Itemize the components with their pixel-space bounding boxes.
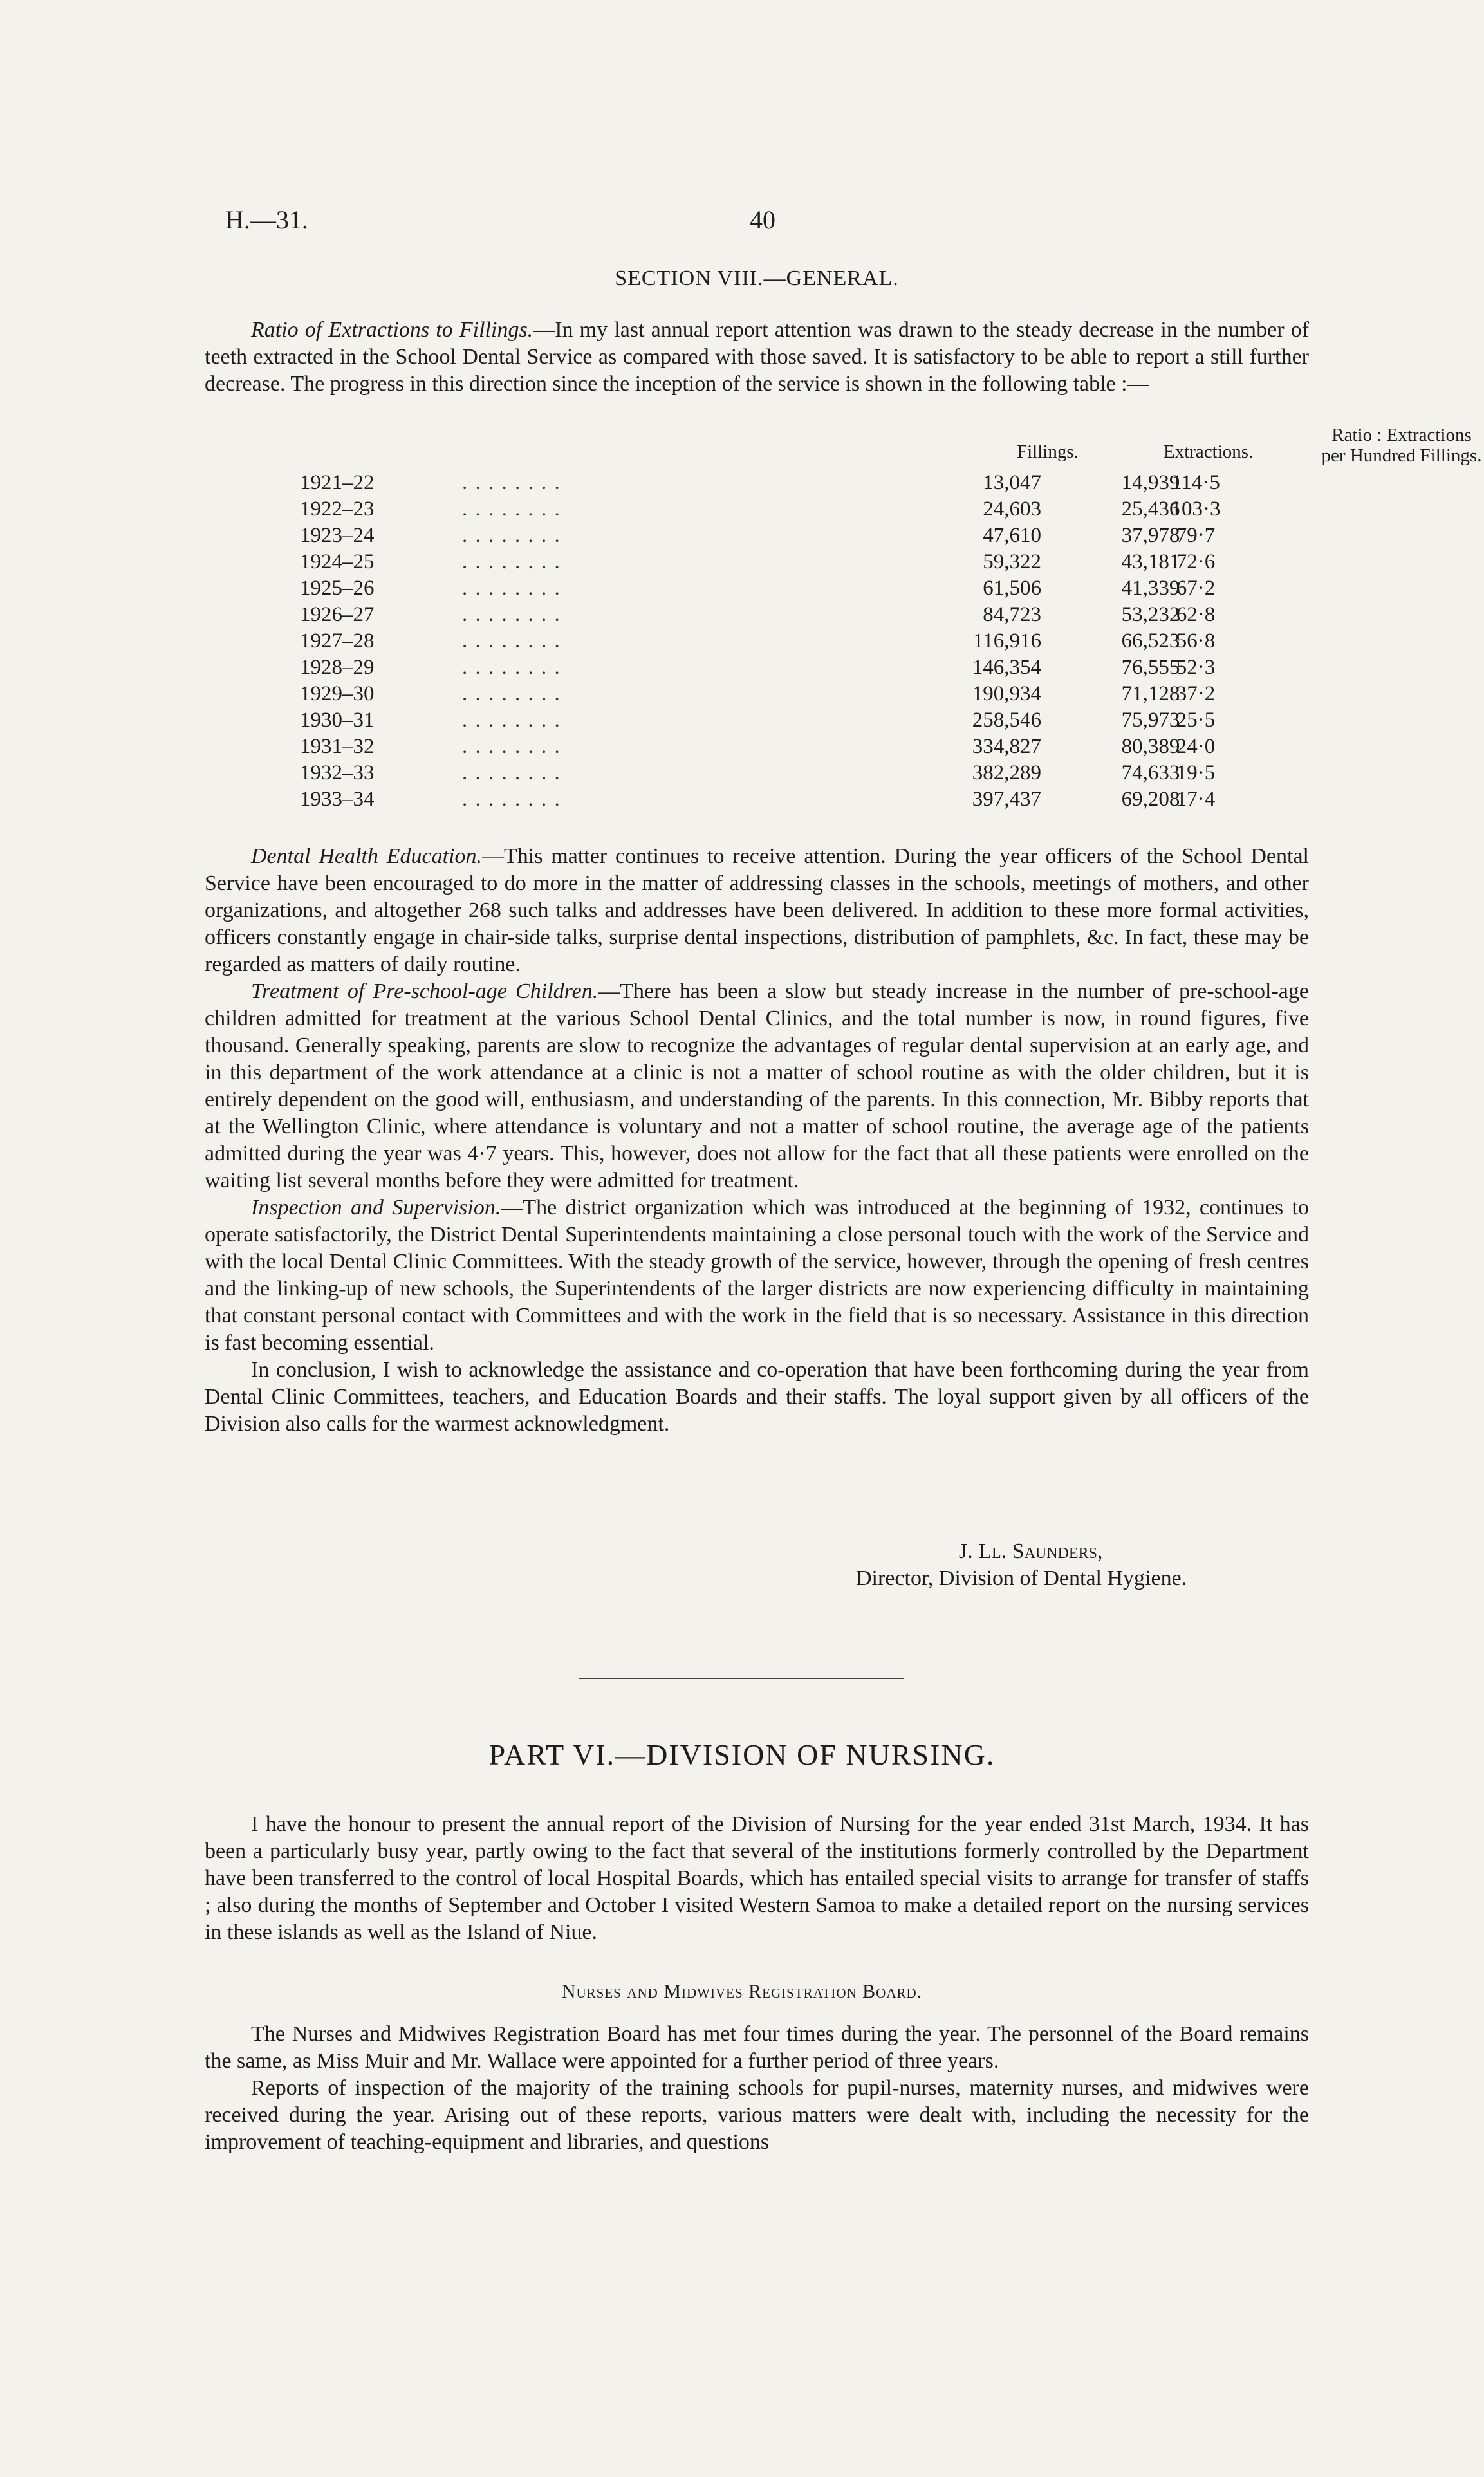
year-cell: 1929–30 <box>300 682 375 705</box>
signature-title: Director, Division of Dental Hygiene. <box>856 1566 1187 1590</box>
board-paragraph-1: The Nurses and Midwives Registration Board has met four times during the year. The personnel of the Board remains the same, as Miss Muir and Mr. Wallace were appointed for a further period of three years. <box>205 2022 1309 2073</box>
leader-dots: . . . . . . . . <box>462 471 561 494</box>
dental-health-heading: Dental Health Education. <box>251 844 482 868</box>
leader-dots: . . . . . . . . <box>462 761 561 784</box>
year-cell: 1923–24 <box>300 524 375 547</box>
table-row <box>205 523 1309 549</box>
year-cell: 1928–29 <box>300 656 375 679</box>
fillings-cell: 258,546 <box>972 709 1041 732</box>
leader-dots: . . . . . . . . <box>462 788 561 811</box>
board-paragraph-2: Reports of inspection of the majority of the training schools for pupil-nurses, maternity nurses, and midwives were received during the year. Arising out of these reports, various matters were dealt with, including the necessity for the improvement of teaching-equipment and libraries, and questions <box>205 2076 1309 2154</box>
ratio-paragraph <box>205 317 1309 398</box>
board-paragraphs <box>205 2021 1309 2156</box>
fillings-cell: 13,047 <box>983 471 1041 494</box>
extractions-cell: 43,181 <box>1121 550 1180 573</box>
extractions-cell: 14,939 <box>1121 471 1180 494</box>
extractions-cell: 76,555 <box>1121 656 1180 679</box>
year-cell: 1924–25 <box>300 550 375 573</box>
col-header-ratio-line2: per Hundred Fillings. <box>1321 445 1482 466</box>
inspection-paragraph <box>205 1194 1309 1357</box>
preschool-paragraph <box>205 978 1309 1194</box>
ratio-cell: 56·8 <box>1176 629 1216 653</box>
ratio-cell: 25·5 <box>1176 709 1216 732</box>
extractions-cell: 71,128 <box>1121 682 1180 705</box>
table-row <box>205 681 1309 707</box>
table-row <box>205 628 1309 654</box>
fillings-cell: 24,603 <box>983 497 1041 521</box>
extractions-cell: 53,232 <box>1121 603 1180 626</box>
leader-dots: . . . . . . . . <box>462 497 561 521</box>
body-paragraphs <box>205 843 1309 1438</box>
extractions-cell: 80,389 <box>1121 735 1180 758</box>
page-number: 40 <box>750 205 775 234</box>
col-header-extractions: Extractions. <box>1164 441 1254 462</box>
ratio-cell: 114·5 <box>1171 471 1220 494</box>
board-heading: Nurses and Midwives Registration Board. <box>561 1981 923 2002</box>
year-cell: 1933–34 <box>300 788 375 811</box>
fillings-cell: 397,437 <box>972 788 1041 811</box>
nursing-intro <box>205 1811 1309 1946</box>
extractions-cell: 37,978 <box>1121 524 1180 547</box>
ratio-cell: 67·2 <box>1176 577 1216 600</box>
table-row <box>205 496 1309 523</box>
extractions-cell: 41,339 <box>1121 577 1180 600</box>
table-row <box>205 734 1309 760</box>
table-row <box>205 786 1309 813</box>
ratio-cell: 79·7 <box>1176 524 1216 547</box>
fillings-cell: 59,322 <box>983 550 1041 573</box>
leader-dots: . . . . . . . . <box>462 603 561 626</box>
ratio-cell: 37·2 <box>1176 682 1216 705</box>
table-body <box>205 470 1309 813</box>
preschool-heading: Treatment of Pre-school-age Children. <box>251 979 598 1003</box>
year-cell: 1921–22 <box>300 471 375 494</box>
preschool-text: —There has been a slow but steady increase in the number of pre-school-age children admitted for treatment at the various School Dental Clinics, and the total number is now, in round figures, five thousand. Generally speaking, parents are slow to recognize the advantages of regular dental supervision at an early age, and in this department of the work attendance at a clinic is not a matter of school routine as with the older children, but it is entirely dependent on the good will, enthusiasm, and understanding of the parents. In this connection, Mr. Bibby reports that at the Wellington Clinic, where attendance is voluntary and not a matter of school routine, the average age of the patients admitted during the year was 4·7 years. This, however, does not allow for the fact that all these patients were enrolled on the waiting list several months before they were admitted for treatment. <box>205 979 1309 1192</box>
ratio-cell: 103·3 <box>1171 497 1221 521</box>
year-cell: 1926–27 <box>300 603 375 626</box>
fillings-cell: 116,916 <box>972 629 1041 653</box>
year-cell: 1925–26 <box>300 577 375 600</box>
leader-dots: . . . . . . . . <box>462 735 561 758</box>
table-row <box>205 470 1309 496</box>
col-header-ratio-line1: Ratio : Extractions <box>1331 425 1472 445</box>
col-header-ratio <box>1286 425 1484 466</box>
section-divider <box>579 1678 904 1679</box>
year-cell: 1931–32 <box>300 735 375 758</box>
fillings-cell: 382,289 <box>972 761 1041 784</box>
leader-dots: . . . . . . . . <box>462 656 561 679</box>
ratio-cell: 52·3 <box>1176 656 1216 679</box>
col-header-fillings: Fillings. <box>1017 441 1079 462</box>
table-row <box>205 707 1309 734</box>
extractions-cell: 25,436 <box>1121 497 1180 521</box>
inspection-heading: Inspection and Supervision. <box>251 1196 501 1220</box>
signature-block <box>856 1538 1187 1592</box>
extractions-cell: 66,523 <box>1121 629 1180 653</box>
nursing-intro-paragraph: I have the honour to present the annual report of the Division of Nursing for the year ended 31st March, 1934. It has been a particularly busy year, partly owing to the fact that several of the institutions formerly controlled by the Department have been transferred to the control of local Hospital Boards, which has entailed special visits to arrange for transfer of staffs ; also during the months of September and October I visited Western Samoa to make a detailed report on the nursing services in these islands as well as the Island of Niue. <box>205 1812 1309 1944</box>
fillings-cell: 61,506 <box>983 577 1041 600</box>
year-cell: 1922–23 <box>300 497 375 521</box>
table-row <box>205 602 1309 628</box>
fillings-cell: 334,827 <box>972 735 1041 758</box>
year-cell: 1927–28 <box>300 629 375 653</box>
table-row <box>205 575 1309 602</box>
extractions-cell: 74,633 <box>1121 761 1180 784</box>
year-cell: 1930–31 <box>300 709 375 732</box>
leader-dots: . . . . . . . . <box>462 550 561 573</box>
dental-health-text: —This matter continues to receive attention. During the year officers of the School Dental Service have been encouraged to do more in the matter of addressing classes in the schools, meetings of mothers, and other organizations, and altogether 268 such talks and addresses have been delivered. In addition to these more formal activities, officers constantly engage in chair-side talks, surprise dental inspections, distribution of pamphlets, &c. In fact, these may be regarded as matters of daily routine. <box>205 844 1309 976</box>
ratio-cell: 24·0 <box>1176 735 1216 758</box>
part-title: PART VI.—DIVISION OF NURSING. <box>488 1738 996 1771</box>
year-cell: 1932–33 <box>300 761 375 784</box>
extractions-cell: 69,208 <box>1121 788 1180 811</box>
table-row <box>205 760 1309 786</box>
table-row <box>205 549 1309 575</box>
ratio-table <box>205 425 1482 813</box>
fillings-cell: 84,723 <box>983 603 1041 626</box>
leader-dots: . . . . . . . . <box>462 524 561 547</box>
conclusion-paragraph: In conclusion, I wish to acknowledge the assistance and co-operation that have been forthcoming during the year from Dental Clinic Committees, teachers, and Education Boards and their staffs. The loyal support given by all officers of the Division also calls for the warmest acknowledgment. <box>205 1358 1309 1436</box>
signature-name: J. Ll. Saunders, <box>959 1539 1103 1563</box>
fillings-cell: 146,354 <box>972 656 1041 679</box>
leader-dots: . . . . . . . . <box>462 682 561 705</box>
fillings-cell: 47,610 <box>983 524 1041 547</box>
dental-health-paragraph <box>205 843 1309 978</box>
table-header <box>205 425 1482 470</box>
leader-dots: . . . . . . . . <box>462 577 561 600</box>
leader-dots: . . . . . . . . <box>462 709 561 732</box>
ratio-heading: Ratio of Extractions to Fillings. <box>251 318 533 342</box>
table-row <box>205 654 1309 681</box>
ratio-cell: 17·4 <box>1176 788 1216 811</box>
fillings-cell: 190,934 <box>972 682 1041 705</box>
ratio-text: —In my last annual report attention was drawn to the steady decrease in the number of teeth extracted in the School Dental Service as compared with those saved. It is satisfactory to be able to report a still further decrease. The progress in this direction since the inception of the service is shown in the following table :— <box>205 318 1310 396</box>
ratio-cell: 19·5 <box>1176 761 1216 784</box>
ratio-cell: 72·6 <box>1176 550 1216 573</box>
extractions-cell: 75,973 <box>1121 709 1180 732</box>
inspection-text: —The district organization which was introduced at the beginning of 1932, continues to operate satisfactorily, the District Dental Superintendents maintaining a close personal touch with the work of the Service and with the local Dental Clinic Committees. With the steady growth of the service, however, through the opening of fresh centres and the linking-up of new schools, the Superintendents of the larger districts are now experiencing difficulty in maintaining that constant personal contact with Committees and with the work in the field that is so necessary. Assistance in this direction is fast becoming essential. <box>205 1196 1309 1355</box>
document-reference: H.—31. <box>225 205 308 234</box>
ratio-cell: 62·8 <box>1176 603 1216 626</box>
leader-dots: . . . . . . . . <box>462 629 561 653</box>
section-title: SECTION VIII.—GENERAL. <box>615 266 899 290</box>
